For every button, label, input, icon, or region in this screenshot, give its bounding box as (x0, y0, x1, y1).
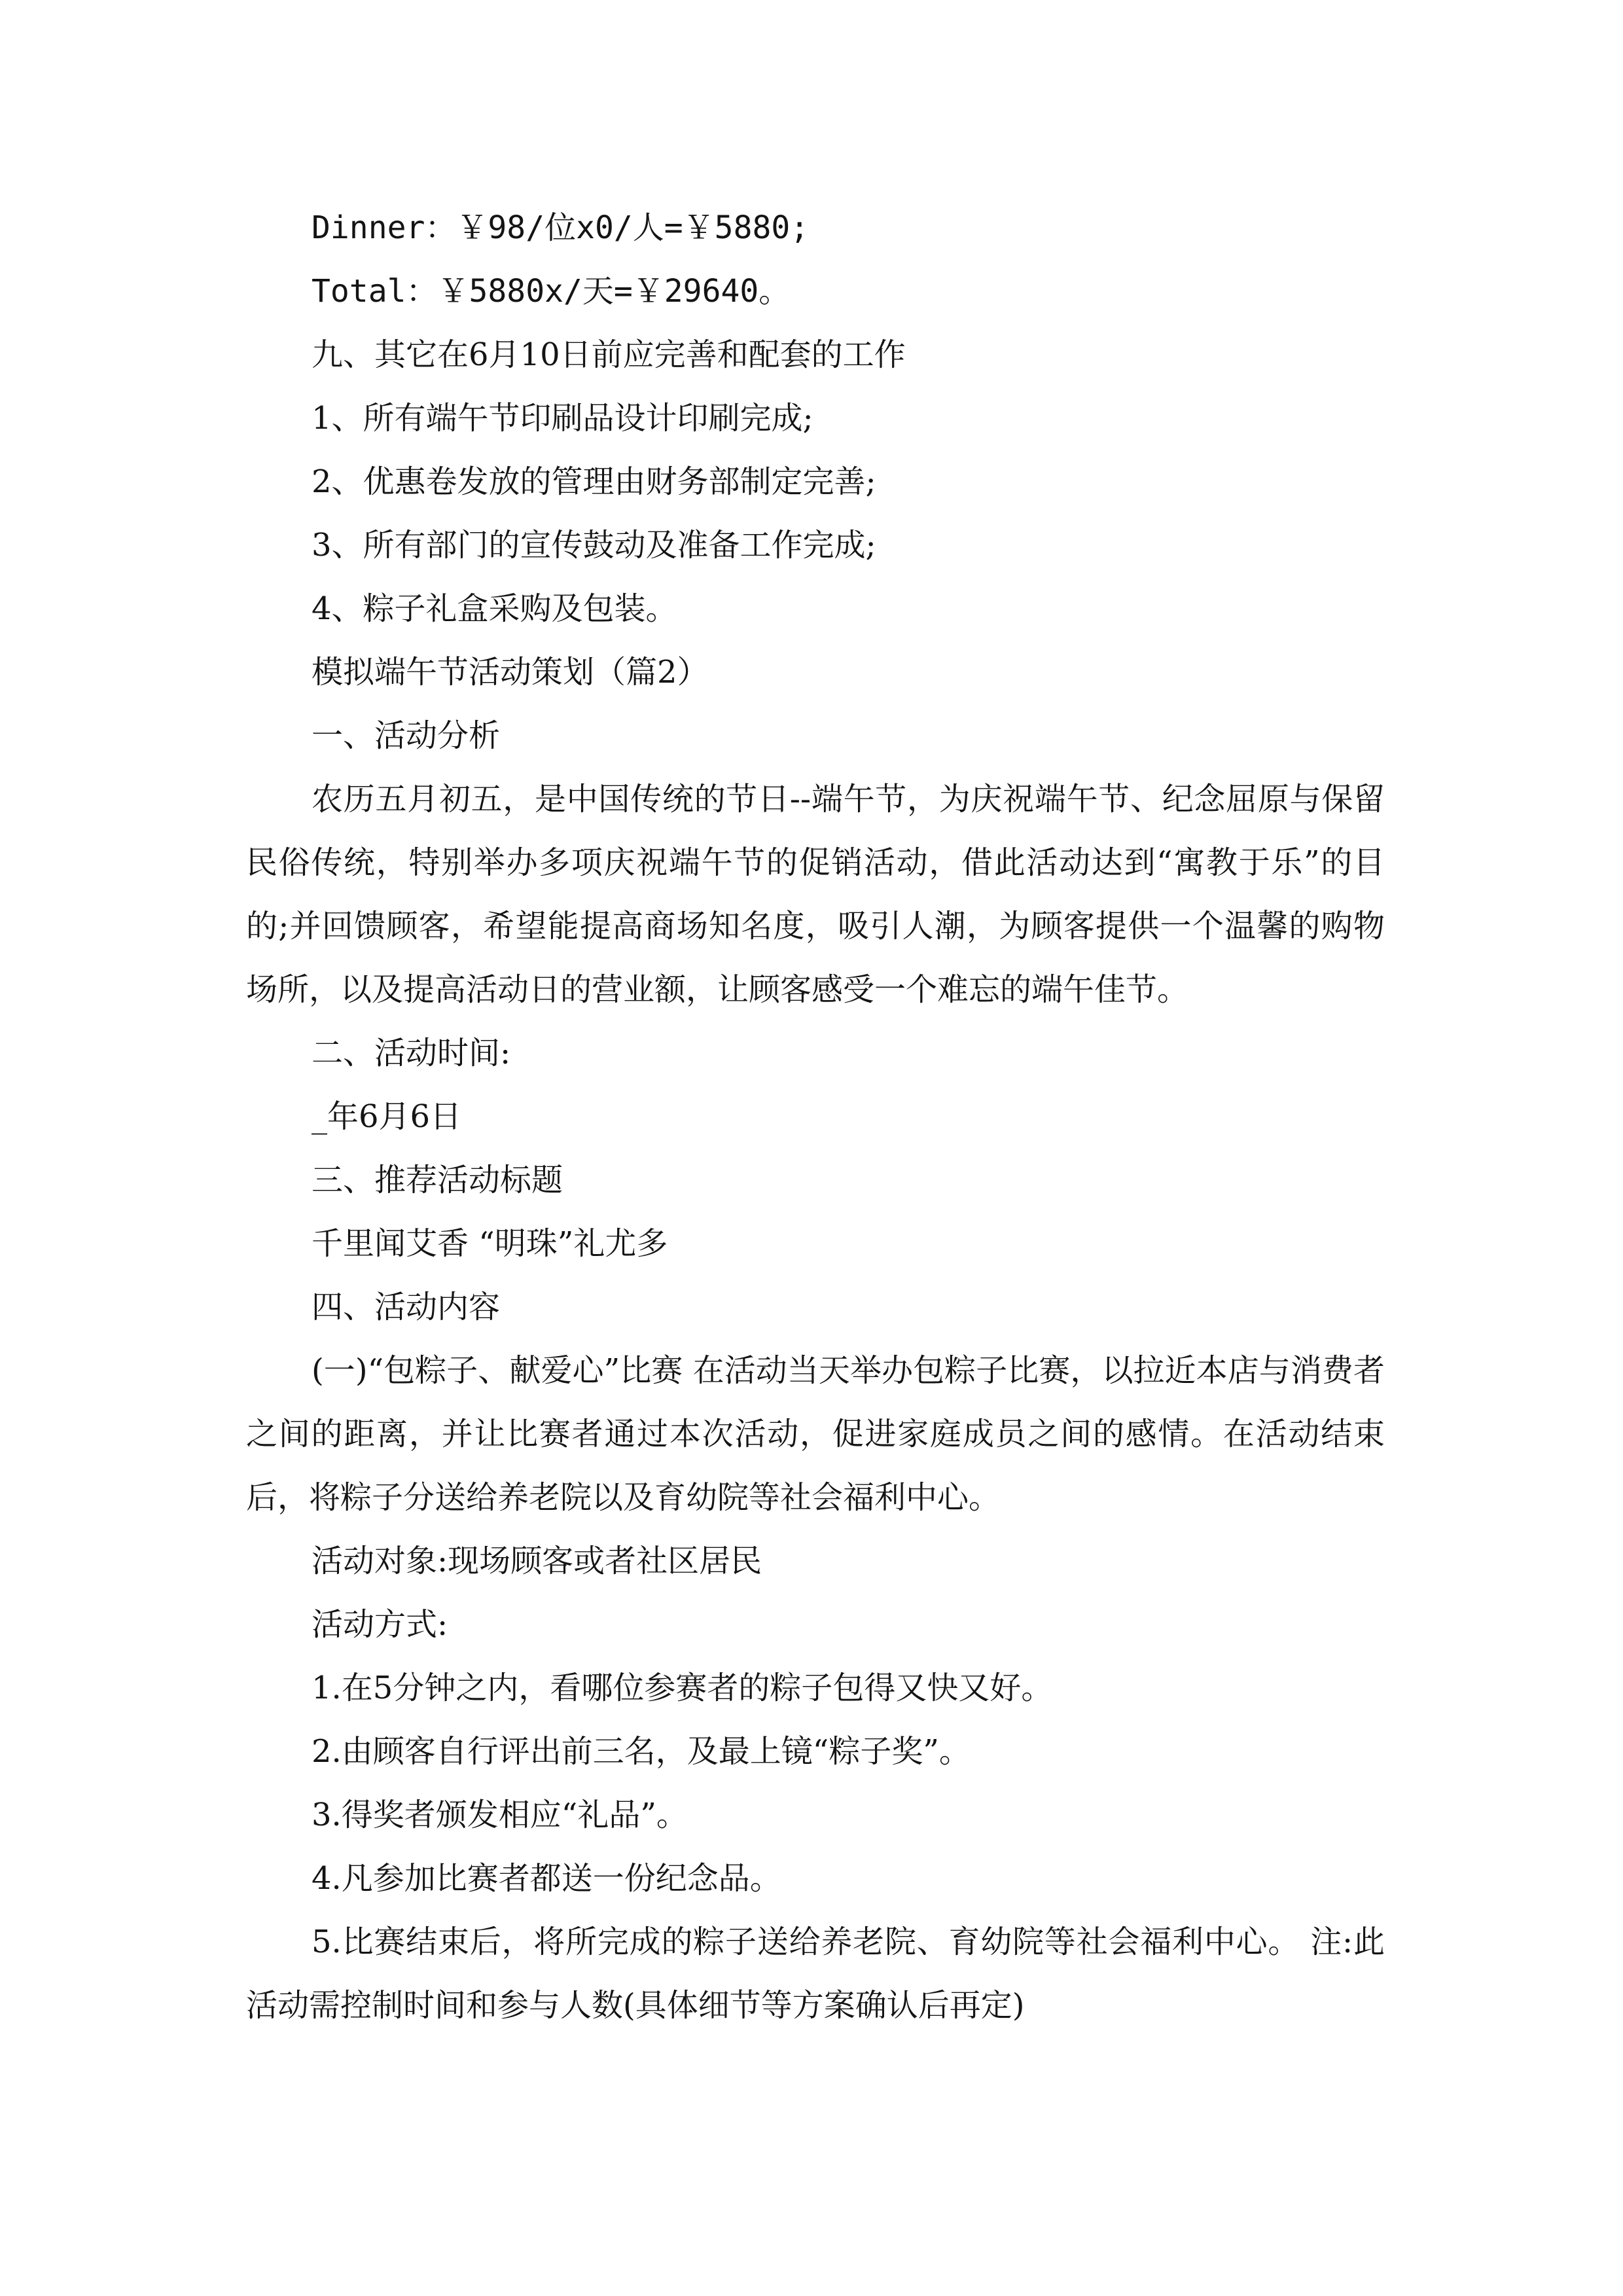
section-heading-time: 二、活动时间: (312, 1035, 511, 1071)
list-item: 2、优惠卷发放的管理由财务部制定完善; (312, 463, 876, 500)
list-item: 4.凡参加比赛者都送一份纪念品。 (312, 1860, 781, 1897)
list-item: 3.得奖者颁发相应“礼品”。 (312, 1797, 688, 1833)
section-heading-other-work: 九、其它在6月10日前应完善和配套的工作 (312, 336, 906, 373)
list-item: 1、所有端午节印刷品设计印刷完成; (312, 400, 813, 437)
paragraph-date: _年6月6日 (312, 1098, 462, 1135)
paragraph-slogan: 千里闻艾香 “明珠”礼尤多 (312, 1225, 668, 1262)
section-heading-title: 三、推荐活动标题 (312, 1162, 563, 1198)
paragraph-competition: (一)“包粽子、献爱心”比赛 在活动当天举办包粽子比赛，以拉近本店与消费者之间的距离，并让比赛者通过本次活动，促进家庭成员之间的感情。在活动结束后，将粽子分送给养老院以及育幼院等社会福利中心。 (246, 1352, 1385, 1516)
paragraph-dinner-cost: Dinner：￥98/位x0/人=￥5880; (312, 209, 810, 246)
paragraph-total-cost: Total：￥5880x/天=￥29640。 (312, 273, 791, 310)
list-item: 4、粽子礼盒采购及包装。 (312, 590, 677, 627)
paragraph-method-label: 活动方式: (312, 1606, 448, 1643)
article-title-part-2: 模拟端午节活动策划（篇2） (312, 654, 709, 691)
list-item: 1.在5分钟之内，看哪位参赛者的粽子包得又快又好。 (312, 1670, 1053, 1706)
list-item: 5.比赛结束后，将所完成的粽子送给养老院、育幼院等社会福利中心。 注:此活动需控制时间和参与人数(具体细节等方案确认后再定) (246, 1924, 1385, 2024)
list-item: 2.由顾客自行评出前三名，及最上镜“粽子奖”。 (312, 1733, 971, 1770)
paragraph-audience: 活动对象:现场顾客或者社区居民 (312, 1543, 762, 1579)
paragraph-analysis: 农历五月初五，是中国传统的节日--端午节，为庆祝端午节、纪念屈原与保留民俗传统，特别举办多项庆祝端午节的促销活动，借此活动达到“寓教于乐”的目的;并回馈顾客，希望能提高商场知名度，吸引人潮，为顾客提供一个温馨的购物场所，以及提高活动日的营业额，让顾客感受一个难忘的端午佳节。 (246, 781, 1385, 1008)
section-heading-content: 四、活动内容 (312, 1289, 501, 1325)
document-body (246, 196, 1385, 2037)
list-item: 3、所有部门的宣传鼓动及准备工作完成; (312, 527, 876, 564)
section-heading-analysis: 一、活动分析 (312, 717, 501, 754)
